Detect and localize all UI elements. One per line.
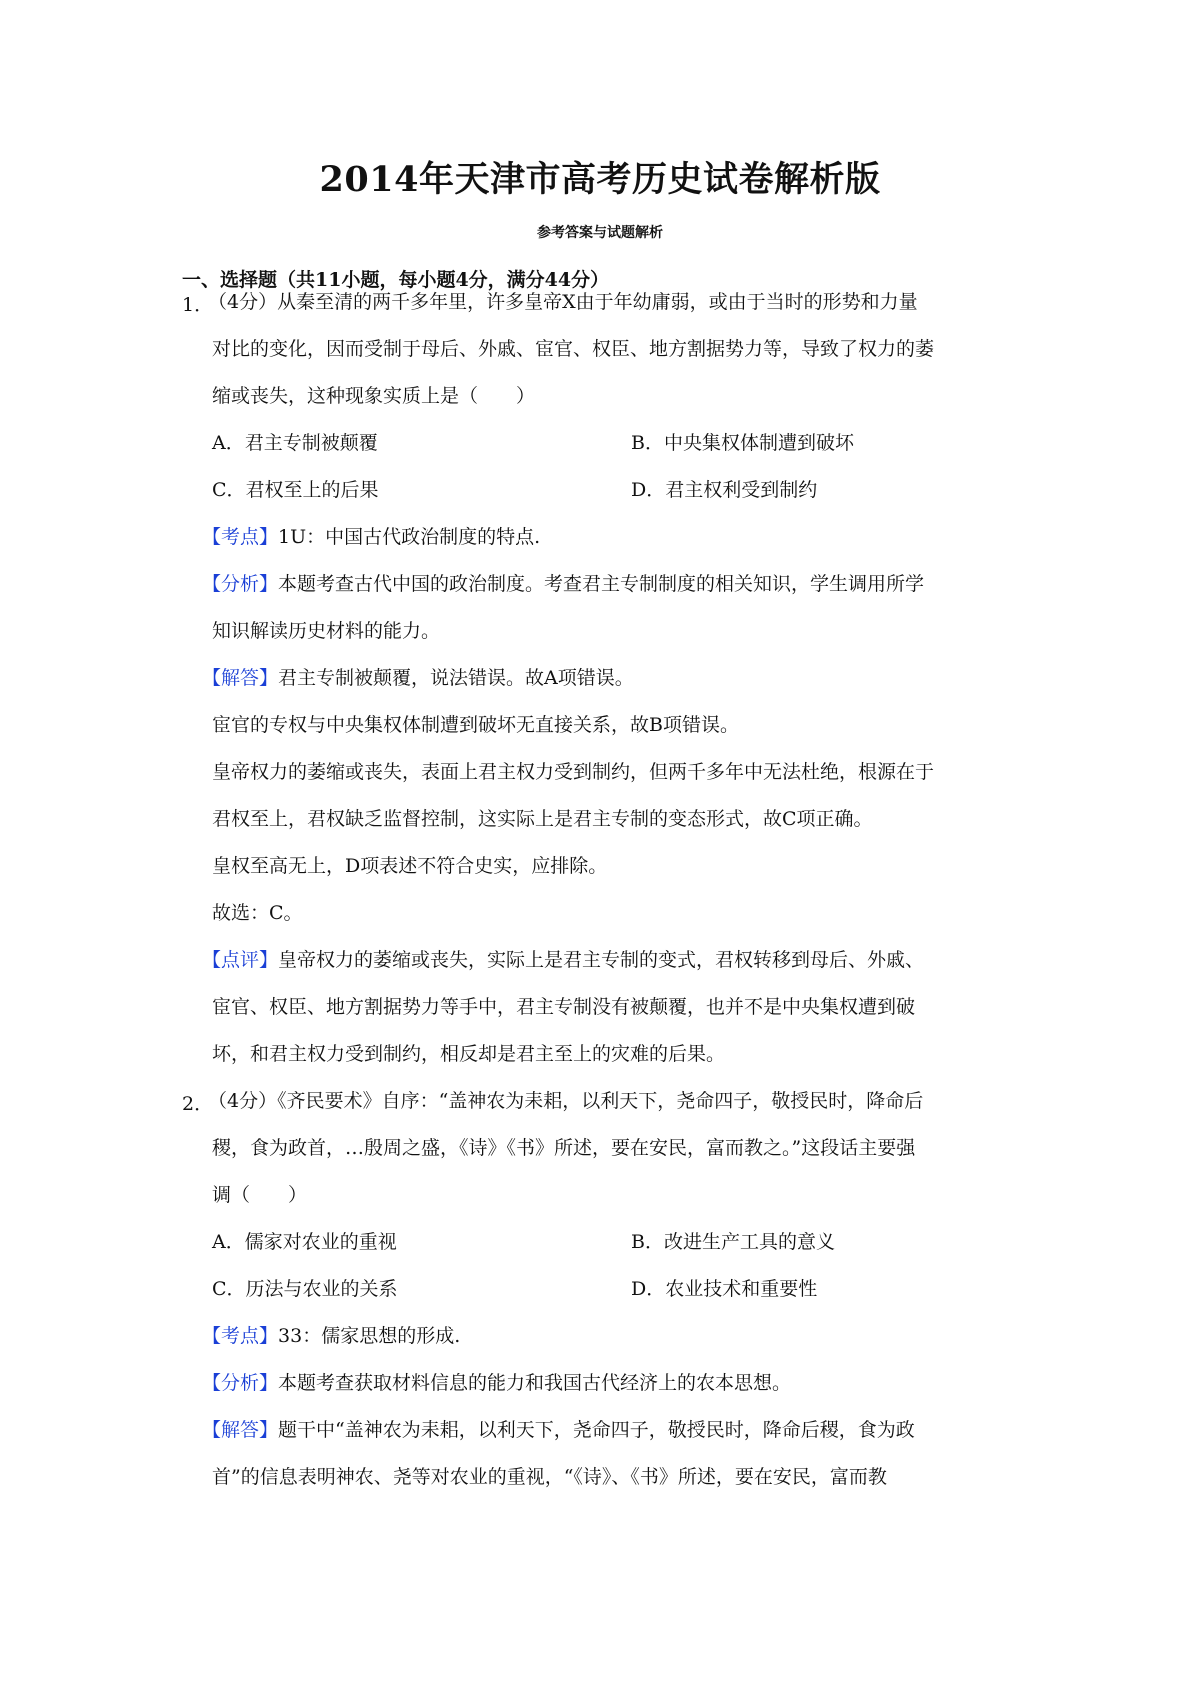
question-2-number: 2． xyxy=(182,1093,214,1115)
page-title: 2014年天津市高考历史试卷解析版 xyxy=(319,159,881,200)
question-1-jieda-line: 皇帝权力的萎缩或丧失，表面上君主权力受到制约，但两千多年中无法杜绝，根源在于 xyxy=(212,761,935,783)
fenxi-tag: 【分析】 xyxy=(202,1372,279,1394)
question-2-fenxi xyxy=(202,1371,791,1395)
question-2-option-c: C．历法与农业的关系 xyxy=(212,1278,398,1300)
question-1-stem-line: 对比的变化，因而受制于母后、外戚、宦官、权臣、地方割据势力等，导致了权力的萎 xyxy=(212,338,935,360)
question-1-jieda xyxy=(202,666,634,690)
jieda-tag: 【解答】 xyxy=(202,1419,279,1441)
question-1-jieda-line: 宦官的专权与中央集权体制遭到破坏无直接关系，故B项错误。 xyxy=(212,714,739,736)
question-1-option-d: D．君主权利受到制约 xyxy=(631,479,818,501)
fenxi-tag: 【分析】 xyxy=(202,573,279,595)
question-2-option-a: A．儒家对农业的重视 xyxy=(212,1231,397,1253)
dianping-tag: 【点评】 xyxy=(202,949,279,971)
question-1-dianping-line: 宦官、权臣、地方割据势力等手中，君主专制没有被颠覆，也并不是中央集权遭到破 xyxy=(212,996,916,1018)
question-1-option-b: B．中央集权体制遭到破坏 xyxy=(631,432,854,454)
question-2-kaodian xyxy=(202,1324,460,1348)
question-1-dianping-line: 坏，和君主权力受到制约，相反却是君主至上的灾难的后果。 xyxy=(212,1043,726,1065)
question-2-option-d: D．农业技术和重要性 xyxy=(631,1278,818,1300)
question-2-jieda-line: 首”的信息表明神农、尧等对农业的重视，“《诗》、《书》所述，要在安民，富而教 xyxy=(212,1466,887,1488)
question-1-dianping xyxy=(202,948,924,972)
question-2-stem-line: 调（ ） xyxy=(212,1184,308,1206)
question-1-option-c: C．君权至上的后果 xyxy=(212,479,379,501)
kaodian-text: 1U：中国古代政治制度的特点. xyxy=(278,526,541,548)
question-1-stem-line: 缩或丧失，这种现象实质上是（ ） xyxy=(212,385,536,407)
question-2-option-b: B．改进生产工具的意义 xyxy=(631,1231,835,1253)
question-1-kaodian xyxy=(202,525,540,549)
kaodian-text: 33：儒家思想的形成. xyxy=(278,1325,461,1347)
jieda-text: 君主专制被颠覆，说法错误。故A项错误。 xyxy=(278,667,634,689)
kaodian-tag: 【考点】 xyxy=(202,526,279,548)
question-2-stem-line: （4分）《齐民要术》自序：“盖神农为耒耜，以利天下，尧命四子，敬授民时，降命后 xyxy=(208,1090,924,1112)
jieda-tag: 【解答】 xyxy=(202,667,279,689)
question-1-option-a: A．君主专制被颠覆 xyxy=(212,432,378,454)
jieda-text: 题干中“盖神农为耒耜，以利天下，尧命四子，敬授民时，降命后稷，食为政 xyxy=(278,1419,915,1441)
kaodian-tag: 【考点】 xyxy=(202,1325,279,1347)
question-1-fenxi-line: 知识解读历史材料的能力。 xyxy=(212,620,441,642)
question-1-fenxi xyxy=(202,572,924,596)
fenxi-text: 本题考查获取材料信息的能力和我国古代经济上的农本思想。 xyxy=(278,1372,792,1394)
question-2-stem-line: 稷，食为政首，…殷周之盛，《诗》《书》所述，要在安民，富而教之。”这段话主要强 xyxy=(212,1137,916,1159)
question-1-stem-line: （4分）从秦至清的两千多年里，许多皇帝X由于年幼庸弱，或由于当时的形势和力量 xyxy=(208,291,918,313)
question-1-number: 1． xyxy=(182,294,214,316)
dianping-text: 皇帝权力的萎缩或丧失，实际上是君主专制的变式，君权转移到母后、外戚、 xyxy=(278,949,925,971)
question-1-jieda-line: 君权至上，君权缺乏监督控制，这实际上是君主专制的变态形式，故C项正确。 xyxy=(212,808,873,830)
question-2-jieda xyxy=(202,1418,915,1442)
section-heading: 一、选择题（共11小题，每小题4分，满分44分） xyxy=(182,269,610,291)
question-1-jieda-line: 故选：C。 xyxy=(212,902,303,924)
fenxi-text: 本题考查古代中国的政治制度。考查君主专制制度的相关知识，学生调用所学 xyxy=(278,573,925,595)
question-1-jieda-line: 皇权至高无上，D项表述不符合史实，应排除。 xyxy=(212,855,608,877)
page-subtitle: 参考答案与试题解析 xyxy=(537,225,663,241)
